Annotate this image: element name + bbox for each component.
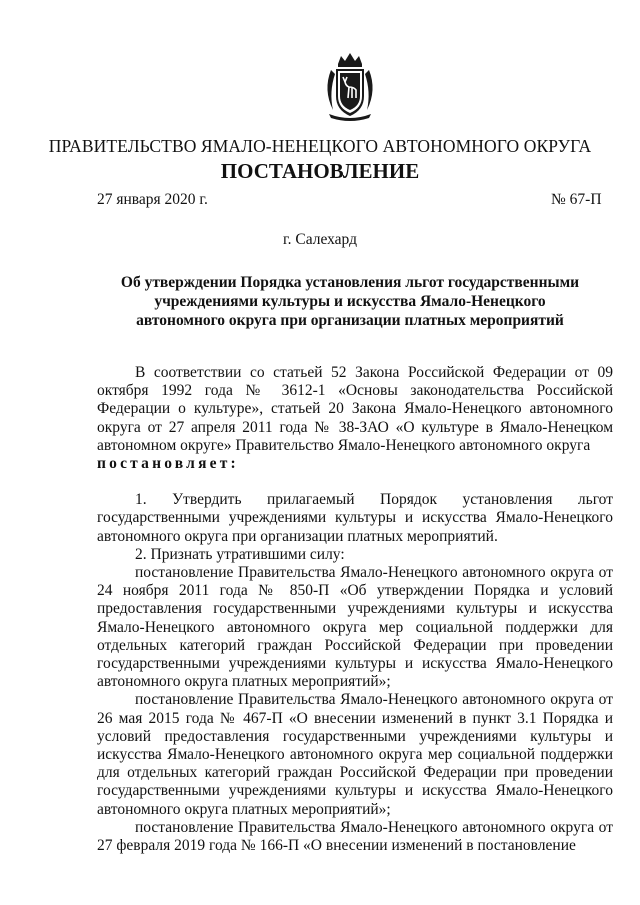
paragraph-item-2: 2. Признать утратившими силу: [135,545,345,563]
document-city: г. Салехард [283,231,357,248]
coat-of-arms-icon [321,52,379,122]
document-title: Об утверждении Порядка установления льгот государственными учреждениями культуры и искусства Ямало-Ненецкого автономного округа при организации платных мероприятий [120,274,580,329]
paragraph-decree: постановляет: [97,455,239,473]
document-date: 27 января 2020 г. [97,191,208,208]
government-name: ПРАВИТЕЛЬСТВО ЯМАЛО-НЕНЕЦКОГО АВТОНОМНОГО ОКРУГА [48,136,592,156]
paragraph-intro: В соответствии со статьей 52 Закона Российской Федерации от 09 октября 1992 года № 3612-1 «Основы законодательства Российской Федерации о культуре», статьей 20 Закона Ямало-Ненецкого автономного округа от 27 апреля 2011 года № 38-ЗАО «О культуре в Ямало-Ненецком автономном округе» Правительство Ямало-Ненецкого автономного округа [97,364,613,454]
paragraph-repeal-3: постановление Правительства Ямало-Ненецкого автономного округа от 27 февраля 2019 года № 166-П «О внесении изменений в постановление [97,818,613,855]
paragraph-item-1: 1. Утвердить прилагаемый Порядок установления льгот государственными учреждениями культуры и искусства Ямало-Ненецкого автономного округа при организации платных мероприятий. [97,491,613,545]
document-type: ПОСТАНОВЛЕНИЕ [220,159,420,183]
paragraph-repeal-1: постановление Правительства Ямало-Ненецкого автономного округа от 24 ноября 2011 года № 850-П «Об утверждении Порядка и условий предоставления государственными учреждениями культуры и искусства Ямало-Ненецкого автономного округа мер социальной поддержки для отдельных категорий граждан Российской Федерации при проведении государственными учреждениями культуры и искусства Ямало-Ненецкого автономного округа платных мероприятий»; [97,564,613,691]
paragraph-repeal-2: постановление Правительства Ямало-Ненецкого автономного округа от 26 мая 2015 года № 467-П «О внесении изменений в пункт 3.1 Порядка и условий предоставления государственными учреждениями культуры и искусства Ямало-Ненецкого автономного округа мер социальной поддержки для отдельных категорий граждан Российской Федерации при проведении государственными учреждениями культуры и искусства Ямало-Ненецкого автономного округа платных мероприятий»; [97,691,613,818]
document-body [97,364,613,855]
document-number: № 67-П [551,191,602,208]
